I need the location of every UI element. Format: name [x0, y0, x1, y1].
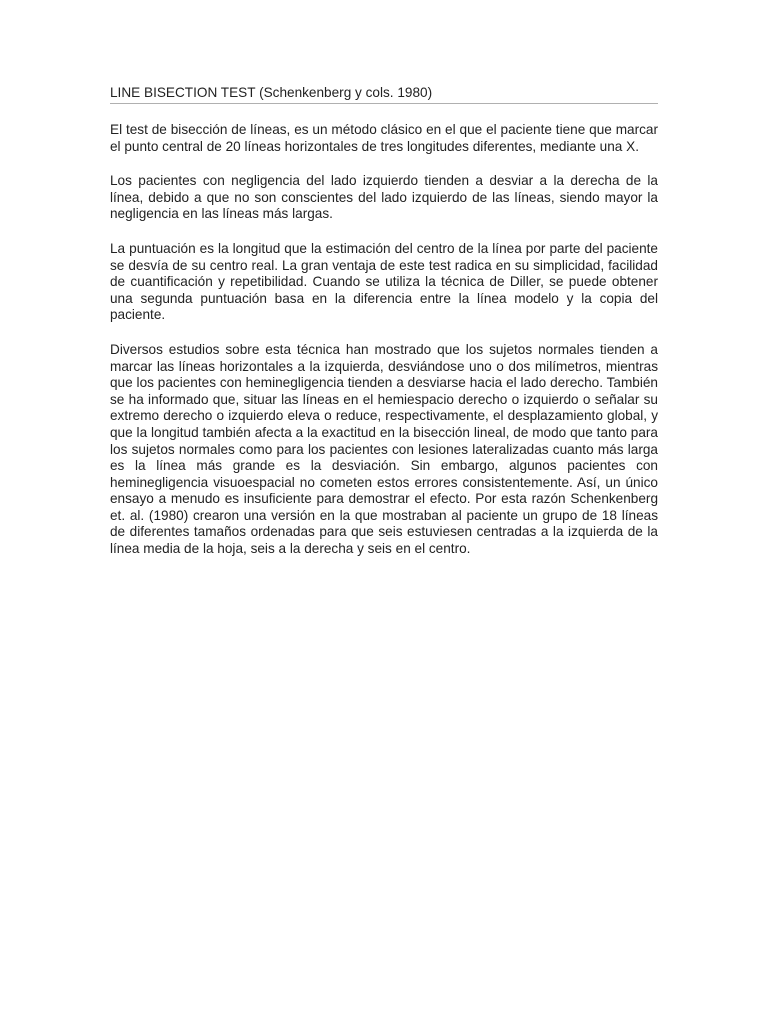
paragraph-intro: El test de bisección de líneas, es un método clásico en el que el paciente tiene que marcar el punto central de 20 líneas horizontales de tres longitudes diferentes, mediante una X. — [110, 122, 658, 154]
document-title: LINE BISECTION TEST (Schenkenberg y cols. 1980) — [110, 84, 658, 104]
paragraph-neglect: Los pacientes con negligencia del lado izquierdo tienden a desviar a la derecha de la línea, debido a que no son conscientes del lado izquierdo de las líneas, siendo mayor la negligencia en las líneas más largas. — [110, 173, 658, 222]
document-body — [110, 84, 658, 558]
paragraph-scoring: La puntuación es la longitud que la estimación del centro de la línea por parte del paciente se desvía de su centro real. La gran ventaja de este test radica en su simplicidad, facilidad de cuantificación y repetibilidad. Cuando se utiliza la técnica de Diller, se puede obtener una segunda puntuación basa en la diferencia entre la línea modelo y la copia del paciente. — [110, 240, 658, 323]
paragraph-studies: Diversos estudios sobre esta técnica han mostrado que los sujetos normales tienden a marcar las líneas horizontales a la izquierda, desviándose uno o dos milímetros, mientras que los pacientes con heminegligencia tienden a desviarse hacia el lado derecho. También se ha informado que, situar las líneas en el hemiespacio derecho o izquierdo o señalar su extremo derecho o izquierdo eleva o reduce, respectivamente, el desplazamiento global, y que la longitud también afecta a la exactitud en la bisección lineal, de modo que tanto para los sujetos normales como para los pacientes con lesiones lateralizadas cuanto más larga es la línea más grande es la desviación. Sin embargo, algunos pacientes con heminegligencia visuoespacial no cometen estos errores consistentemente. Así, un único ensayo a menudo es insuficiente para demostrar el efecto. Por esta razón Schenkenberg et. al. (1980) crearon una versión en la que mostraban al paciente un grupo de 18 líneas de diferentes tamaños ordenadas para que seis estuviesen centradas a la izquierda de la línea media de la hoja, seis a la derecha y seis en el centro. — [110, 341, 658, 557]
